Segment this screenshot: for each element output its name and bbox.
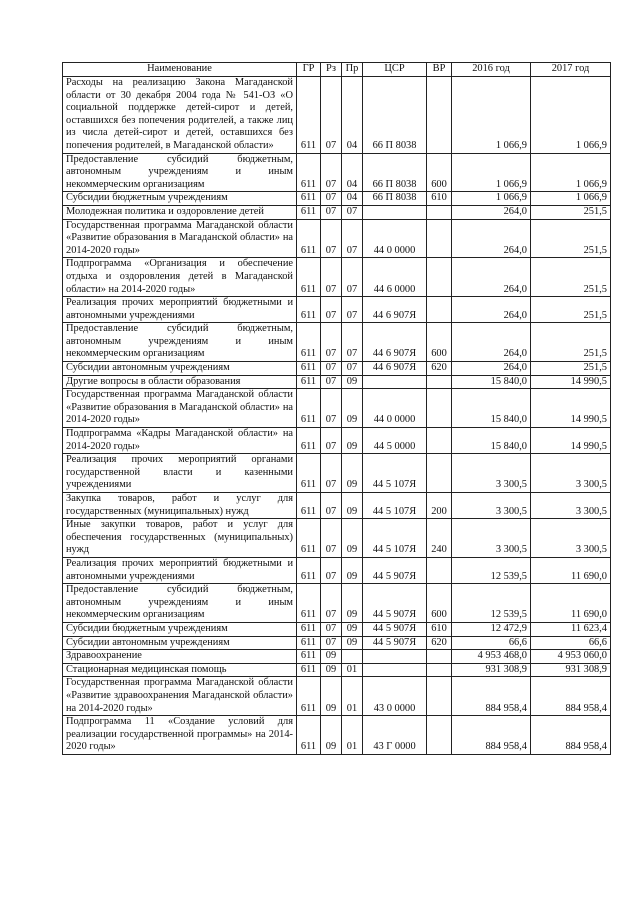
cell-name: Молодежная политика и оздоровление детей xyxy=(63,205,297,219)
cell-2016: 12 539,5 xyxy=(452,557,531,583)
cell-vr xyxy=(427,258,452,297)
cell-vr xyxy=(427,219,452,258)
cell-2017: 251,5 xyxy=(531,205,611,219)
cell-gr: 611 xyxy=(297,192,321,206)
table-body xyxy=(63,77,611,755)
cell-2017: 251,5 xyxy=(531,362,611,376)
cell-2016: 264,0 xyxy=(452,205,531,219)
cell-csr: 66 П 8038 xyxy=(363,153,427,192)
cell-gr: 611 xyxy=(297,297,321,323)
cell-rz: 07 xyxy=(321,77,342,154)
cell-rz: 07 xyxy=(321,557,342,583)
cell-csr: 44 5 907Я xyxy=(363,557,427,583)
cell-2016: 15 840,0 xyxy=(452,389,531,428)
cell-2016: 264,0 xyxy=(452,297,531,323)
cell-rz: 07 xyxy=(321,519,342,558)
cell-name: Закупка товаров, работ и услуг для государственных (муниципальных) нужд xyxy=(63,493,297,519)
cell-rz: 07 xyxy=(321,362,342,376)
cell-2016: 1 066,9 xyxy=(452,153,531,192)
cell-name: Стационарная медицинская помощь xyxy=(63,663,297,677)
cell-gr: 611 xyxy=(297,493,321,519)
cell-csr: 44 6 907Я xyxy=(363,323,427,362)
cell-2017: 1 066,9 xyxy=(531,153,611,192)
cell-2017: 1 066,9 xyxy=(531,192,611,206)
cell-name: Подпрограмма 11 «Создание условий для реализации государственной программы» на 2014-2020 годы» xyxy=(63,716,297,755)
cell-csr: 44 5 107Я xyxy=(363,493,427,519)
cell-csr: 44 6 907Я xyxy=(363,362,427,376)
cell-2017: 884 958,4 xyxy=(531,677,611,716)
cell-name: Субсидии автономным учреждениям xyxy=(63,362,297,376)
cell-csr: 44 5 907Я xyxy=(363,622,427,636)
cell-2016: 264,0 xyxy=(452,323,531,362)
table-row xyxy=(63,519,611,558)
cell-csr: 44 6 0000 xyxy=(363,258,427,297)
cell-name: Предоставление субсидий бюджетным, автономным учреждениям и иным некоммерческим организациям xyxy=(63,153,297,192)
cell-gr: 611 xyxy=(297,323,321,362)
cell-csr xyxy=(363,375,427,389)
cell-gr: 611 xyxy=(297,219,321,258)
header-2017: 2017 год xyxy=(531,63,611,77)
cell-rz: 07 xyxy=(321,493,342,519)
cell-pr: 07 xyxy=(342,323,363,362)
cell-2016: 12 472,9 xyxy=(452,622,531,636)
table-row xyxy=(63,205,611,219)
cell-name: Подпрограмма «Организация и обеспечение отдыха и оздоровления детей в Магаданской области» на 2014-2020 годы» xyxy=(63,258,297,297)
cell-vr: 600 xyxy=(427,584,452,623)
cell-name: Реализация прочих мероприятий бюджетными и автономными учреждениями xyxy=(63,297,297,323)
cell-csr xyxy=(363,650,427,664)
cell-pr: 09 xyxy=(342,428,363,454)
cell-csr: 44 5 107Я xyxy=(363,454,427,493)
cell-2017: 11 690,0 xyxy=(531,557,611,583)
cell-vr xyxy=(427,297,452,323)
cell-2017: 884 958,4 xyxy=(531,716,611,755)
cell-name: Предоставление субсидий бюджетным, автономным учреждениям и иным некоммерческим организациям xyxy=(63,323,297,362)
cell-vr xyxy=(427,663,452,677)
cell-gr: 611 xyxy=(297,153,321,192)
cell-pr: 07 xyxy=(342,362,363,376)
cell-rz: 09 xyxy=(321,716,342,755)
cell-2017: 931 308,9 xyxy=(531,663,611,677)
cell-pr: 04 xyxy=(342,77,363,154)
cell-gr: 611 xyxy=(297,362,321,376)
cell-2017: 1 066,9 xyxy=(531,77,611,154)
cell-2017: 251,5 xyxy=(531,258,611,297)
table-row xyxy=(63,375,611,389)
cell-2016: 884 958,4 xyxy=(452,677,531,716)
header-name: Наименование xyxy=(63,63,297,77)
cell-gr: 611 xyxy=(297,636,321,650)
cell-2017: 14 990,5 xyxy=(531,428,611,454)
cell-2017: 11 623,4 xyxy=(531,622,611,636)
cell-gr: 611 xyxy=(297,77,321,154)
cell-pr: 09 xyxy=(342,454,363,493)
cell-gr: 611 xyxy=(297,663,321,677)
cell-csr: 44 0 0000 xyxy=(363,219,427,258)
table-row xyxy=(63,258,611,297)
table-row xyxy=(63,584,611,623)
cell-csr: 66 П 8038 xyxy=(363,192,427,206)
cell-rz: 09 xyxy=(321,663,342,677)
cell-rz: 07 xyxy=(321,297,342,323)
cell-csr: 44 6 907Я xyxy=(363,297,427,323)
cell-pr: 09 xyxy=(342,584,363,623)
cell-name: Иные закупки товаров, работ и услуг для обеспечения государственных (муниципальных) нужд xyxy=(63,519,297,558)
cell-2016: 264,0 xyxy=(452,219,531,258)
header-rz: Рз xyxy=(321,63,342,77)
cell-gr: 611 xyxy=(297,677,321,716)
cell-csr: 44 5 0000 xyxy=(363,428,427,454)
cell-2016: 931 308,9 xyxy=(452,663,531,677)
cell-rz: 07 xyxy=(321,323,342,362)
cell-rz: 07 xyxy=(321,584,342,623)
cell-rz: 07 xyxy=(321,428,342,454)
table-row xyxy=(63,389,611,428)
cell-vr xyxy=(427,205,452,219)
document-page xyxy=(62,62,610,755)
cell-csr: 44 5 107Я xyxy=(363,519,427,558)
cell-gr: 611 xyxy=(297,205,321,219)
cell-name: Субсидии бюджетным учреждениям xyxy=(63,192,297,206)
table-row xyxy=(63,677,611,716)
budget-table xyxy=(62,62,611,755)
cell-rz: 07 xyxy=(321,192,342,206)
cell-gr: 611 xyxy=(297,716,321,755)
cell-pr: 07 xyxy=(342,205,363,219)
cell-2016: 1 066,9 xyxy=(452,192,531,206)
table-row xyxy=(63,428,611,454)
cell-vr: 200 xyxy=(427,493,452,519)
cell-2017: 66,6 xyxy=(531,636,611,650)
cell-vr: 240 xyxy=(427,519,452,558)
cell-vr: 620 xyxy=(427,636,452,650)
cell-vr xyxy=(427,77,452,154)
cell-gr: 611 xyxy=(297,389,321,428)
cell-pr: 09 xyxy=(342,375,363,389)
cell-vr: 620 xyxy=(427,362,452,376)
cell-pr: 04 xyxy=(342,153,363,192)
cell-2016: 3 300,5 xyxy=(452,493,531,519)
cell-gr: 611 xyxy=(297,557,321,583)
cell-2016: 66,6 xyxy=(452,636,531,650)
cell-csr: 44 0 0000 xyxy=(363,389,427,428)
cell-vr xyxy=(427,389,452,428)
table-header-row xyxy=(63,63,611,77)
cell-2017: 251,5 xyxy=(531,323,611,362)
table-row xyxy=(63,192,611,206)
cell-rz: 07 xyxy=(321,636,342,650)
cell-name: Здравоохранение xyxy=(63,650,297,664)
cell-name: Другие вопросы в области образования xyxy=(63,375,297,389)
table-row xyxy=(63,493,611,519)
cell-name: Реализация прочих мероприятий бюджетными и автономными учреждениями xyxy=(63,557,297,583)
cell-pr: 01 xyxy=(342,663,363,677)
cell-vr: 600 xyxy=(427,153,452,192)
cell-name: Государственная программа Магаданской области «Развитие здравоохранения Магаданской области» на 2014-2020 годы» xyxy=(63,677,297,716)
table-row xyxy=(63,153,611,192)
cell-vr xyxy=(427,454,452,493)
cell-2017: 3 300,5 xyxy=(531,454,611,493)
cell-2016: 12 539,5 xyxy=(452,584,531,623)
cell-csr: 43 Г 0000 xyxy=(363,716,427,755)
cell-pr: 04 xyxy=(342,192,363,206)
cell-vr xyxy=(427,716,452,755)
table-row xyxy=(63,636,611,650)
table-row xyxy=(63,77,611,154)
table-row xyxy=(63,663,611,677)
cell-2016: 3 300,5 xyxy=(452,454,531,493)
table-row xyxy=(63,297,611,323)
cell-vr xyxy=(427,375,452,389)
cell-2017: 4 953 060,0 xyxy=(531,650,611,664)
cell-pr xyxy=(342,650,363,664)
cell-name: Государственная программа Магаданской области «Развитие образования в Магаданской области» на 2014-2020 годы» xyxy=(63,219,297,258)
cell-rz: 09 xyxy=(321,650,342,664)
table-row xyxy=(63,219,611,258)
cell-pr: 09 xyxy=(342,389,363,428)
cell-2016: 3 300,5 xyxy=(452,519,531,558)
cell-csr: 44 5 907Я xyxy=(363,636,427,650)
cell-2017: 14 990,5 xyxy=(531,389,611,428)
cell-gr: 611 xyxy=(297,258,321,297)
cell-pr: 09 xyxy=(342,636,363,650)
cell-rz: 07 xyxy=(321,375,342,389)
cell-name: Субсидии автономным учреждениям xyxy=(63,636,297,650)
header-csr: ЦСР xyxy=(363,63,427,77)
table-row xyxy=(63,557,611,583)
cell-vr: 610 xyxy=(427,192,452,206)
cell-vr xyxy=(427,557,452,583)
cell-2017: 3 300,5 xyxy=(531,493,611,519)
table-row xyxy=(63,454,611,493)
cell-gr: 611 xyxy=(297,428,321,454)
cell-rz: 07 xyxy=(321,622,342,636)
cell-csr: 43 0 0000 xyxy=(363,677,427,716)
cell-vr: 610 xyxy=(427,622,452,636)
cell-2016: 15 840,0 xyxy=(452,375,531,389)
cell-gr: 611 xyxy=(297,650,321,664)
cell-name: Реализация прочих мероприятий органами государственной власти и казенными учреждениями xyxy=(63,454,297,493)
cell-gr: 611 xyxy=(297,584,321,623)
cell-name: Субсидии бюджетным учреждениям xyxy=(63,622,297,636)
cell-pr: 09 xyxy=(342,557,363,583)
cell-2017: 251,5 xyxy=(531,219,611,258)
cell-2016: 4 953 468,0 xyxy=(452,650,531,664)
header-pr: Пр xyxy=(342,63,363,77)
cell-vr: 600 xyxy=(427,323,452,362)
cell-name: Государственная программа Магаданской области «Развитие образования в Магаданской области» на 2014-2020 годы» xyxy=(63,389,297,428)
cell-pr: 01 xyxy=(342,716,363,755)
cell-vr xyxy=(427,428,452,454)
cell-vr xyxy=(427,650,452,664)
cell-2017: 14 990,5 xyxy=(531,375,611,389)
table-row xyxy=(63,716,611,755)
cell-gr: 611 xyxy=(297,622,321,636)
cell-csr xyxy=(363,663,427,677)
header-2016: 2016 год xyxy=(452,63,531,77)
cell-pr: 09 xyxy=(342,622,363,636)
header-gr: ГР xyxy=(297,63,321,77)
cell-pr: 01 xyxy=(342,677,363,716)
table-row xyxy=(63,650,611,664)
cell-2016: 1 066,9 xyxy=(452,77,531,154)
cell-pr: 07 xyxy=(342,219,363,258)
cell-2017: 11 690,0 xyxy=(531,584,611,623)
cell-pr: 09 xyxy=(342,493,363,519)
cell-rz: 07 xyxy=(321,205,342,219)
cell-csr: 66 П 8038 xyxy=(363,77,427,154)
cell-rz: 07 xyxy=(321,258,342,297)
cell-name: Предоставление субсидий бюджетным, автономным учреждениям и иным некоммерческим организациям xyxy=(63,584,297,623)
cell-gr: 611 xyxy=(297,519,321,558)
cell-vr xyxy=(427,677,452,716)
cell-gr: 611 xyxy=(297,454,321,493)
table-row xyxy=(63,362,611,376)
cell-rz: 07 xyxy=(321,454,342,493)
cell-csr xyxy=(363,205,427,219)
cell-2017: 3 300,5 xyxy=(531,519,611,558)
cell-gr: 611 xyxy=(297,375,321,389)
table-row xyxy=(63,622,611,636)
cell-name: Подпрограмма «Кадры Магаданской области» на 2014-2020 годы» xyxy=(63,428,297,454)
cell-pr: 07 xyxy=(342,258,363,297)
cell-pr: 09 xyxy=(342,519,363,558)
cell-rz: 07 xyxy=(321,219,342,258)
cell-rz: 09 xyxy=(321,677,342,716)
cell-2016: 884 958,4 xyxy=(452,716,531,755)
cell-2016: 264,0 xyxy=(452,362,531,376)
cell-2016: 15 840,0 xyxy=(452,428,531,454)
table-row xyxy=(63,323,611,362)
cell-csr: 44 5 907Я xyxy=(363,584,427,623)
header-vr: ВР xyxy=(427,63,452,77)
cell-rz: 07 xyxy=(321,389,342,428)
cell-2017: 251,5 xyxy=(531,297,611,323)
cell-2016: 264,0 xyxy=(452,258,531,297)
cell-pr: 07 xyxy=(342,297,363,323)
cell-rz: 07 xyxy=(321,153,342,192)
cell-name: Расходы на реализацию Закона Магаданской области от 30 декабря 2004 года № 541-ОЗ «О социальной поддержке детей-сирот и детей, оставшихся без попечения родителей, а также лиц из числа детей-сирот и детей, оставшихся без попечения родителей, в Магаданской области» xyxy=(63,77,297,154)
